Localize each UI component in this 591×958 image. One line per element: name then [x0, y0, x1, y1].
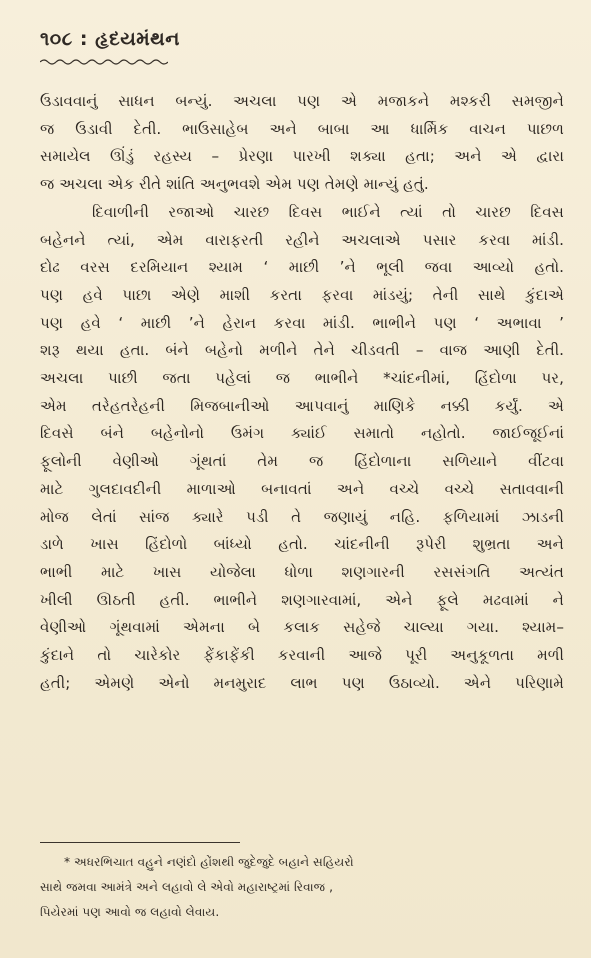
- wavy-underline: [40, 58, 168, 66]
- text-line: ફૂલોની વેણીઓ ગૂંથતાં તેમ જ હિંદોળાના સળિયાને વીંટવા: [40, 452, 564, 471]
- header-separator: :: [79, 28, 88, 50]
- text-line: ખીલી ઊઠતી હતી. ભાભીને શણગારવામાં, એને ફૂલે મઢવામાં ને: [40, 590, 564, 609]
- text-line: જ ઉડાવી દેતી. ભાઉસાહેબ અને બાબા આ ધાર્મિક વાચન પાછળ: [40, 119, 564, 138]
- text-line: વેણીઓ ગૂંથવામાં એમના બે કલાક સહેજે ચાલ્યા ગયા. શ્યામ–: [40, 618, 564, 637]
- text-line: દોઢ વરસ દરમિયાન શ્યામ ‘ માછી ’ને ભૂલી જવા આવ્યો હતો.: [40, 258, 564, 277]
- text-line: ભાભી માટે ખાસ યોજેલા ધોળા શણગારની રસસંગતિ અત્યંત: [40, 562, 564, 581]
- footnote-line: * અધરભિચાત વહુને નણંદો હોંશથી જુદેજુદે બહાને સહિયરો: [64, 855, 354, 869]
- text-line: ઉડાવવાનું સાધન બન્યું. અચલા પણ એ મજાકને મશ્કરી સમજીને: [40, 92, 564, 110]
- footnote-line: પિયેરમાં પણ આવો જ લહાવો લેવાય.: [40, 905, 220, 919]
- footnote: [40, 850, 564, 925]
- text-line: અચલા પાછી જતા પહેલાં જ ભાભીને *ચાંદનીમાં, હિંદોળા પર,: [40, 369, 564, 388]
- text-line: પણ હવે ‘ માછી ’ને હેરાન કરવા માંડી. ભાભીને પણ ‘ અભાવા ’: [40, 313, 564, 332]
- paragraph-start-line: દિવાળીની રજાઓ ચારછ દિવસ ભાઈને ત્યાં તો ચારછ દિવસ: [92, 202, 564, 221]
- text-line: પણ હવે પાછા એણે માશી કરતા ફરવા માંડયું; તેની સાથે કુંદાએ: [40, 285, 564, 304]
- footnote-line: સાથે જમવા આમંત્રે અને લહાવો લે એવો મહારાષ્ટ્રમાં રિવાજ ,: [40, 880, 333, 894]
- text-line: કુંદાને તો ચારેકોર ફેંકાફેંકી કરવાની આજે પૂરી અનુકૂળતા મળી: [40, 646, 564, 665]
- text-line: સમાયેલ ઊંડું રહસ્ય – પ્રેરણા પારખી શક્યા હતા; અને એ દ્વારા: [40, 147, 564, 166]
- text-line: એમ તરેહતરેહની મિજબાનીઓ આપવાનું માણિકે નક્કી કર્યું. એ: [40, 396, 564, 415]
- page-number: ૧૦૮: [40, 28, 73, 50]
- page-header: [40, 28, 180, 50]
- running-title: હૃદયમંથન: [95, 28, 180, 50]
- text-line: શરૂ થયા હતા. બંને બહેનો મળીને તેને ચીડવતી – વાજ આણી દેતી.: [40, 341, 564, 360]
- text-line: દિવસે બંને બહેનોનો ઉમંગ ક્યાંઈ સમાતો નહોતો. જાઈજૂઈનાં: [40, 424, 564, 443]
- body-text: [40, 88, 564, 697]
- text-line: બહેનને ત્યાં, એમ વારાફરતી રહીને અચલાએ પસાર કરવા માંડી.: [40, 230, 564, 249]
- text-line: ડાળે ખાસ હિંદોળો બાંધ્યો હતો. ચાંદનીની રૂપેરી શુભ્રતા અને: [40, 535, 564, 554]
- text-line: માટે ગુલદાવદીની માળાઓ બનાવતાં અને વચ્ચે વચ્ચે સતાવવાની: [40, 479, 564, 498]
- text-line: મોજ લેતાં સાંજ ક્યારે પડી તે જણાયું નહિ. ફળિયામાં ઝાડની: [40, 507, 564, 526]
- text-line: હતી; એમણે એનો મનમુરાદ લાભ પણ ઉઠાવ્યો. એને પરિણામે: [40, 673, 564, 692]
- footnote-divider: [40, 842, 240, 843]
- text-line: જ અચલા એક રીતે શાંતિ અનુભવશે એમ પણ તેમણે માન્યું હતું.: [40, 175, 429, 194]
